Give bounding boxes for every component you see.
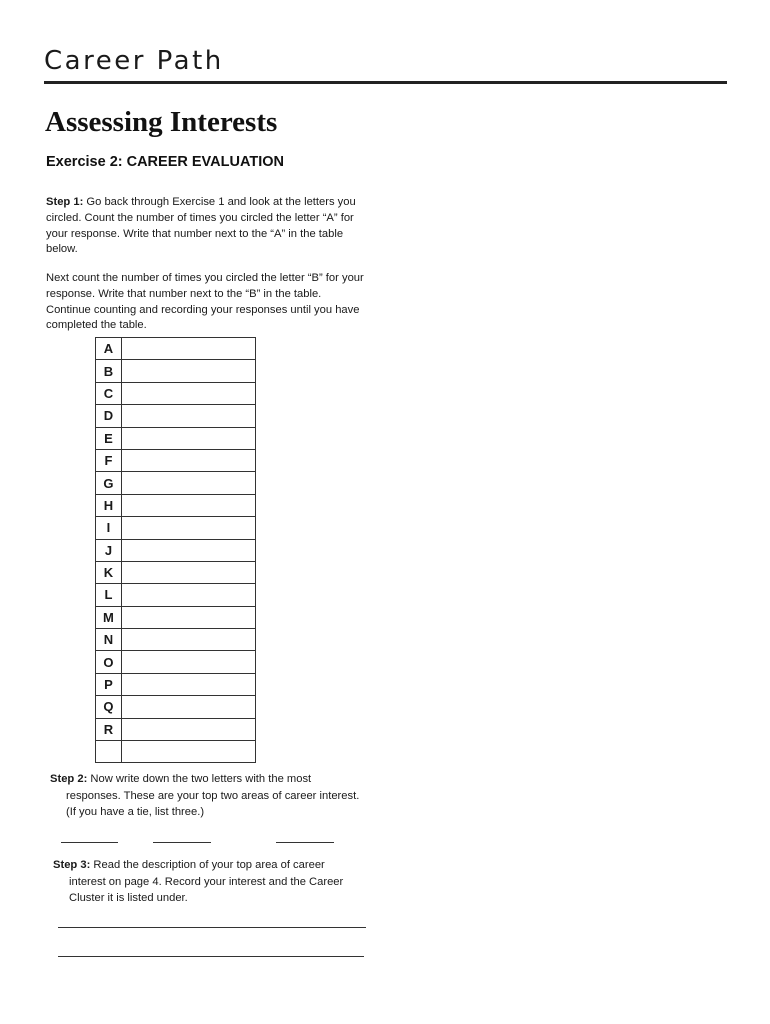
row-count-cell[interactable] — [121, 606, 255, 628]
table-row — [96, 741, 256, 763]
row-letter: P — [96, 673, 122, 695]
table-row — [96, 718, 256, 740]
row-count-cell[interactable] — [121, 449, 255, 471]
row-count-cell[interactable] — [121, 539, 255, 561]
row-count-cell[interactable] — [121, 561, 255, 583]
step2-line3: (If you have a tie, list three.) — [66, 806, 205, 818]
row-letter: K — [96, 561, 122, 583]
step1-paragraph — [46, 195, 366, 258]
row-letter: L — [96, 584, 122, 606]
row-count-cell[interactable] — [121, 494, 255, 516]
table-row — [96, 360, 256, 382]
row-count-cell[interactable] — [121, 696, 255, 718]
table-row — [96, 673, 256, 695]
row-count-cell[interactable] — [121, 673, 255, 695]
row-count-cell[interactable] — [121, 382, 255, 404]
row-count-cell[interactable] — [121, 405, 255, 427]
header-divider — [44, 81, 727, 84]
section-header: Career Path — [44, 46, 224, 76]
row-letter: F — [96, 449, 122, 471]
row-count-cell[interactable] — [121, 584, 255, 606]
career-cluster-write-line[interactable] — [58, 956, 364, 957]
top-interest-answer-line-2[interactable] — [153, 842, 211, 843]
step1-text: Go back through Exercise 1 and look at the letters you circled. Count the number of times you circled the letter “A” for your response. Write that number next to the “A” in the table below. — [46, 196, 356, 256]
career-interest-write-line[interactable] — [58, 927, 366, 928]
row-letter: M — [96, 606, 122, 628]
page-title: Assessing Interests — [45, 106, 278, 138]
table-row — [96, 427, 256, 449]
row-letter — [96, 741, 122, 763]
row-count-cell[interactable] — [121, 718, 255, 740]
row-letter: B — [96, 360, 122, 382]
table-row — [96, 584, 256, 606]
row-letter: H — [96, 494, 122, 516]
table-row — [96, 449, 256, 471]
letter-tally-table — [95, 337, 256, 763]
row-letter: Q — [96, 696, 122, 718]
table-row — [96, 494, 256, 516]
step3-paragraph — [53, 857, 373, 907]
table-row — [96, 606, 256, 628]
row-letter: O — [96, 651, 122, 673]
row-count-cell[interactable] — [121, 651, 255, 673]
table-row — [96, 539, 256, 561]
table-row — [96, 382, 256, 404]
step3-line3: Cluster it is listed under. — [69, 892, 188, 904]
step2-paragraph — [50, 771, 370, 821]
table-row — [96, 561, 256, 583]
top-interest-answer-line-1[interactable] — [61, 842, 118, 843]
step3-line2: interest on page 4. Record your interest and the Career — [69, 875, 344, 888]
row-letter: E — [96, 427, 122, 449]
step3-label: Step 3: — [53, 859, 91, 871]
step2-line1: Now write down the two letters with the most — [90, 773, 312, 785]
step1-continued-paragraph: Next count the number of times you circled the letter “B” for your response. Write that number next to the “B” in the table. Continue counting and recording your responses until you have completed the table. — [46, 272, 364, 332]
row-letter: N — [96, 629, 122, 651]
step2-line2: responses. These are your top two areas of career interest. — [66, 789, 360, 802]
row-letter: D — [96, 405, 122, 427]
step3-line1: Read the description of your top area of career — [93, 859, 325, 871]
table-row — [96, 338, 256, 360]
row-count-cell[interactable] — [121, 472, 255, 494]
row-count-cell[interactable] — [121, 338, 255, 360]
row-letter: J — [96, 539, 122, 561]
row-letter: I — [96, 517, 122, 539]
table-row — [96, 517, 256, 539]
table-row — [96, 696, 256, 718]
table-row — [96, 472, 256, 494]
row-letter: R — [96, 718, 122, 740]
row-count-cell[interactable] — [121, 517, 255, 539]
step2-label: Step 2: — [50, 773, 88, 785]
table-row — [96, 405, 256, 427]
table-row — [96, 629, 256, 651]
step1-label: Step 1: — [46, 196, 84, 208]
row-letter: C — [96, 382, 122, 404]
row-count-cell[interactable] — [121, 427, 255, 449]
exercise-heading: Exercise 2: CAREER EVALUATION — [46, 154, 284, 170]
row-count-cell[interactable] — [121, 629, 255, 651]
row-count-cell[interactable] — [121, 360, 255, 382]
row-count-cell[interactable] — [121, 741, 255, 763]
row-letter: G — [96, 472, 122, 494]
top-interest-answer-line-3[interactable] — [276, 842, 334, 843]
table-row — [96, 651, 256, 673]
row-letter: A — [96, 338, 122, 360]
